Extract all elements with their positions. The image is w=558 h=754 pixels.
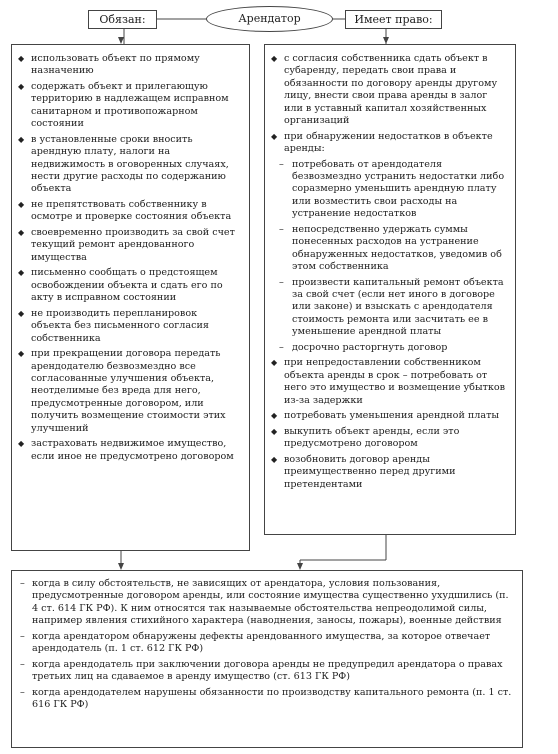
dash-icon: – (279, 341, 284, 353)
obligation-item: ◆ при прекращении договора передать арендодателю безвозмездно все согласованные улучшения объекта, неотделимые без вреда для него, предусмотренные договором, или получить возмещение стоимости этих улучшений (18, 348, 226, 434)
right-item: ◆ при непредоставлении собственником объекта аренды в срок – потребовать от него это имущество и возмещение убытков из-за задержки (271, 357, 506, 406)
bullet-icon: ◆ (18, 228, 25, 238)
right-subitem: – досрочно расторгнуть договор (279, 341, 448, 353)
conditions-box (11, 570, 523, 748)
rights-list (270, 53, 508, 494)
bullet-icon: ◆ (18, 439, 25, 449)
dash-icon: – (279, 276, 284, 288)
obligation-item: ◆ не производить перепланировок объекта без письменного согласия собственника (18, 307, 209, 344)
right-item: ◆ выкупить объект аренды, если это предусмотрено договором (271, 425, 460, 450)
bullet-icon: ◆ (18, 134, 25, 144)
right-header-label: Имеет право: (354, 13, 433, 26)
left-header-box (88, 10, 157, 29)
condition-item: – когда арендодателем нарушены обязанности по производству капитального ремонта (п. 1 ст. 616 ГК РФ) (20, 686, 512, 711)
obligation-item: ◆ содержать объект и прилегающую территорию в надлежащем исправном санитарном и противопожарном состоянии (18, 81, 229, 130)
center-ellipse (206, 6, 333, 32)
right-subitem: – непосредственно удержать суммы понесенных расходов на устранение обнаруженных недостатков, уведомив об этом собственника (279, 223, 502, 273)
condition-item: – когда арендодатель при заключении договора аренды не предупредил арендатора о правах третьих лиц на сдаваемое в аренду имущество (ст. 613 ГК РФ) (20, 658, 503, 683)
obligation-item: ◆ застраховать недвижимое имущество, если иное не предусмотрено договором (18, 438, 234, 462)
center-label: Арендатор (238, 12, 301, 25)
condition-item: – когда арендатором обнаружены дефекты арендованного имущества, за которое отвечает арендодатель (п. 1 ст. 612 ГК РФ) (20, 630, 491, 655)
dash-icon: – (20, 630, 25, 642)
dash-icon: – (20, 578, 25, 589)
right-subitem: – потребовать от арендодателя безвозмездно устранить недостатки либо соразмерно уменьшить арендную плату или возместить свои расходы на устранение недостатков (279, 158, 505, 220)
obligation-item: ◆ письменно сообщать о предстоящем освобождении объекта и сдать его по акту в исправном состоянии (18, 267, 223, 304)
right-subitem: – произвести капитальный ремонт объекта за свой счет (если нет иного в договоре или законе) и взыскать с арендодателя стоимость ремонта или засчитать ее в уменьшение арендной платы (279, 276, 504, 338)
bullet-icon: ◆ (271, 54, 278, 63)
conditions-list (18, 578, 513, 715)
rights-box (264, 44, 516, 535)
bullet-icon: ◆ (271, 411, 278, 421)
dash-icon: – (279, 158, 284, 170)
bullet-icon: ◆ (18, 349, 25, 359)
right-item: ◆ с согласия собственника сдать объект в субаренду, передать свои права и обязанности по договору аренды другому лицу, внести свои права аренды в залог или в уставный капитал хозяйственных организаций (271, 53, 498, 127)
dash-icon: – (279, 223, 284, 235)
bullet-icon: ◆ (18, 82, 25, 91)
bullet-icon: ◆ (271, 454, 278, 464)
bullet-icon: ◆ (18, 200, 25, 210)
obligation-item: ◆ использовать объект по прямому назначению (18, 53, 200, 77)
obligation-item: ◆ не препятствовать собственнику в осмотре и проверке состояния объекта (18, 199, 232, 223)
right-item: ◆ возобновить договор аренды преимущественно перед другими претендентами (271, 453, 456, 490)
bullet-icon: ◆ (271, 131, 278, 141)
bullet-icon: ◆ (18, 268, 25, 278)
dash-icon: – (20, 658, 25, 670)
bullet-icon: ◆ (271, 358, 278, 368)
left-header-label: Обязан: (99, 13, 146, 26)
dash-icon: – (20, 686, 25, 698)
right-item: ◆ потребовать уменьшения арендной платы (271, 410, 500, 422)
bullet-icon: ◆ (271, 426, 278, 436)
obligations-box (11, 44, 250, 551)
right-item: ◆ при обнаружении недостатков в объекте аренды: (271, 130, 493, 155)
right-header-box (345, 10, 442, 29)
obligation-item: ◆ своевременно производить за свой счет текущий ремонт арендованного имущества (18, 227, 235, 263)
obligations-list (17, 53, 239, 466)
bullet-icon: ◆ (18, 54, 25, 63)
obligation-item: ◆ в установленные сроки вносить арендную плату, налоги на недвижимость в оговоренных случаях, нести другие расходы по содержанию объекта (18, 133, 229, 195)
condition-item: – когда в силу обстоятельств, не зависящих от арендатора, условия пользования, предусмотренные договором аренды, или состояние имущества существенно ухудшились (п. 4 ст. 614 ГК РФ). К ним относятся так называемые обстоятельства непреодолимой силы, например явления стихийного характера (наводнения, заносы, пожары), военные действия (20, 578, 509, 627)
bullet-icon: ◆ (18, 308, 25, 318)
